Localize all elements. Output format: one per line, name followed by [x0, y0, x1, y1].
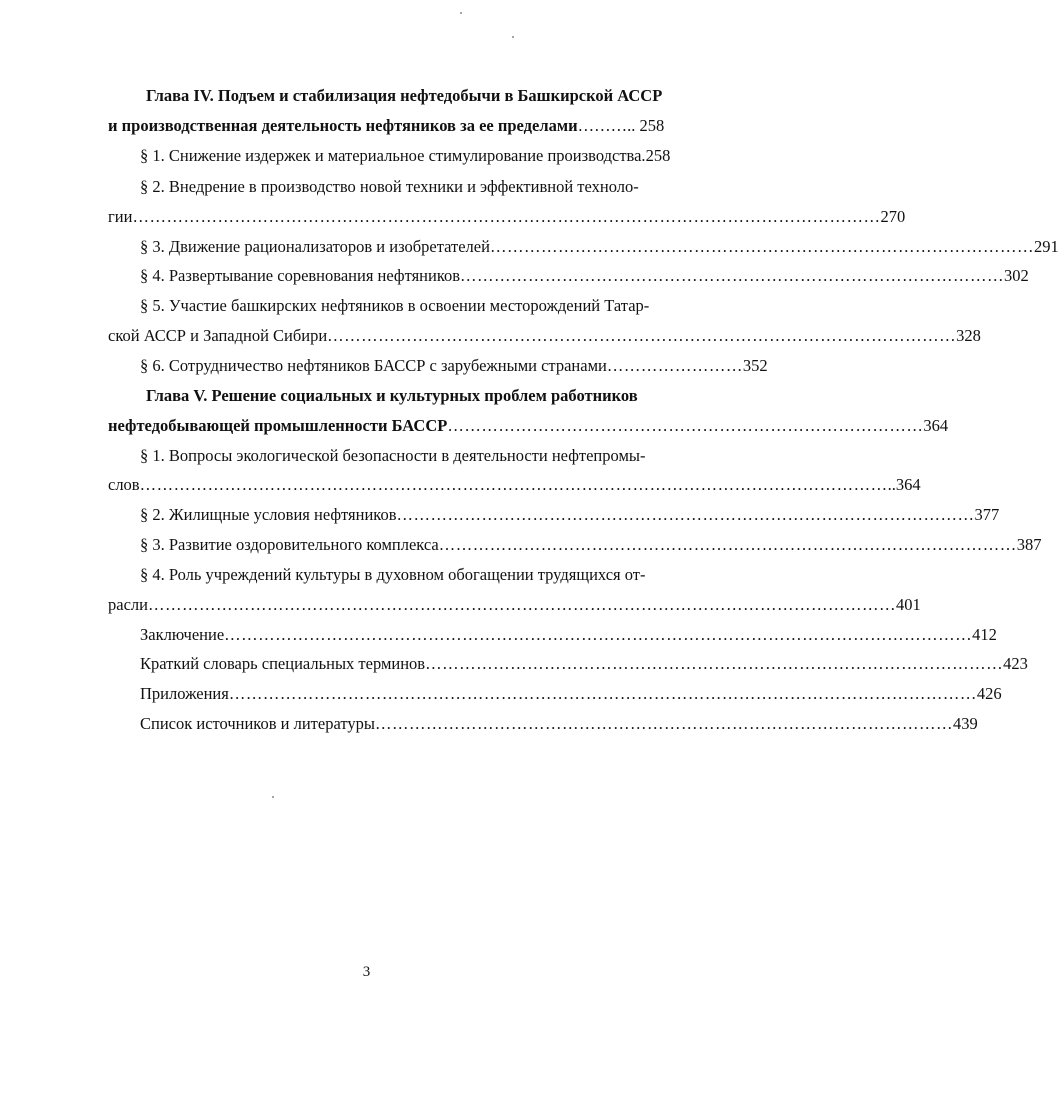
- section-page: 387: [1016, 535, 1042, 554]
- ch5-section-4-line1: [140, 565, 692, 585]
- entry-title: Краткий словарь специальных терминов: [140, 654, 426, 673]
- chapter-4-title-line2: [108, 116, 692, 136]
- ch4-section-2-line2: [108, 207, 906, 227]
- section-title: § 4. Роль учреждений культуры в духовном обогащении трудящихся от-: [140, 565, 646, 584]
- section-page: 302: [1004, 266, 1029, 285]
- section-page: 270: [880, 207, 906, 226]
- dot-leader: …………………………………………………………………………………………: [396, 505, 975, 524]
- ch5-section-1-line2: [108, 475, 921, 495]
- ch4-section-5-line2: [108, 326, 981, 346]
- ch4-section-5-line1: [140, 296, 692, 316]
- ch5-section-4-line2: [108, 595, 921, 615]
- section-title: § 6. Сотрудничество нефтяников БАССР с зарубежными странами: [140, 356, 607, 375]
- section-page: 258: [645, 146, 671, 165]
- dot-leader: …………………………………………………………………………………………: [438, 535, 1017, 554]
- section-title: § 1. Вопросы экологической безопасности в деятельности нефтепромы-: [140, 446, 646, 465]
- section-page: 377: [974, 505, 1000, 524]
- section-title-cont: гии: [108, 207, 133, 226]
- section-title-cont: расли: [108, 595, 148, 614]
- ch5-section-2: [140, 505, 1000, 525]
- section-title: § 2. Внедрение в производство новой техники и эффективной техноло-: [140, 177, 639, 196]
- ch4-section-4: [140, 266, 1029, 286]
- section-title-cont: слов: [108, 475, 140, 494]
- chapter-4-title-text: Глава IV. Подъем и стабилизация нефтедобычи в Башкирской АССР: [146, 86, 663, 105]
- ch5-section-1-line1: [140, 446, 692, 466]
- chapter-4-page: 258: [635, 116, 665, 135]
- dot-leader: …………………………………………………………………………………………: [425, 654, 1004, 673]
- entry-page: 426: [976, 684, 1002, 703]
- dot-leader: ……………………………………………………………………………………………………………………: [224, 625, 973, 644]
- section-page: 401: [895, 595, 921, 614]
- scan-speck: [460, 12, 462, 14]
- section-title: § 5. Участие башкирских нефтяников в освоении месторождений Татар-: [140, 296, 650, 315]
- section-title: § 1. Снижение издержек и материальное стимулирование производства.: [140, 146, 646, 165]
- section-page: ..364: [887, 475, 921, 494]
- section-page: 291: [1033, 237, 1059, 256]
- section-title: § 2. Жилищные условия нефтяников: [140, 505, 397, 524]
- entry-title: Заключение: [140, 625, 225, 644]
- section-title-cont: ской АССР и Западной Сибири: [108, 326, 328, 345]
- dot-leader: ………..: [577, 116, 636, 135]
- dot-leader: …………………………………………………………………………………………………: [327, 326, 957, 345]
- dot-leader: ……………………………………………………………………………………………………………………: [139, 475, 888, 494]
- section-page: 352: [742, 356, 768, 375]
- dot-leader: …………………………………………………………………………………………: [374, 714, 953, 733]
- chapter-5-title-line2: [108, 416, 949, 436]
- entry-page: 412: [972, 625, 997, 644]
- chapter-5-page: 364: [923, 416, 949, 435]
- page-number: 3: [362, 964, 371, 980]
- dot-leader: ……………………: [606, 356, 743, 375]
- toc-sources: [140, 714, 978, 734]
- chapter-4-title-text-cont: и производственная деятельность нефтяников за ее пределами: [108, 116, 578, 135]
- scan-speck: [512, 36, 514, 38]
- ch4-section-2-line1: [140, 177, 692, 197]
- chapter-5-title-line1: [146, 386, 692, 406]
- entry-page: 439: [952, 714, 978, 733]
- toc-appendix: [140, 684, 1002, 704]
- dot-leader: ……………………………………………………………………………………: [460, 266, 1005, 285]
- toc-glossary: [140, 654, 1028, 674]
- chapter-5-title-text-cont: нефтедобывающей промышленности БАССР: [108, 416, 448, 435]
- chapter-4-title-line1: [146, 86, 692, 106]
- ch4-section-3: [140, 237, 1059, 257]
- dot-leader: ……………………………………………………………………………………………………………………: [147, 595, 896, 614]
- dot-leader: ……………………………………………………………………………………………………………………: [228, 684, 977, 703]
- dot-leader: ……………………………………………………………………………………: [489, 237, 1034, 256]
- toc-conclusion: [140, 625, 997, 645]
- section-title: § 4. Развертывание соревнования нефтяников: [140, 266, 461, 285]
- ch4-section-6: [140, 356, 768, 376]
- section-title: § 3. Развитие оздоровительного комплекса: [140, 535, 439, 554]
- entry-title: Приложения: [140, 684, 229, 703]
- ch5-section-3: [140, 535, 1042, 555]
- entry-title: Список источников и литературы: [140, 714, 375, 733]
- section-page: 328: [956, 326, 981, 345]
- dot-leader: …………………………………………………………………………: [447, 416, 924, 435]
- chapter-5-title-text: Глава V. Решение социальных и культурных проблем работников: [146, 386, 638, 405]
- scan-speck: [272, 796, 274, 798]
- dot-leader: ……………………………………………………………………………………………………………………: [132, 207, 881, 226]
- section-title: § 3. Движение рационализаторов и изобретателей: [140, 237, 490, 256]
- ch4-section-1: [140, 146, 692, 166]
- entry-page: 423: [1003, 654, 1028, 673]
